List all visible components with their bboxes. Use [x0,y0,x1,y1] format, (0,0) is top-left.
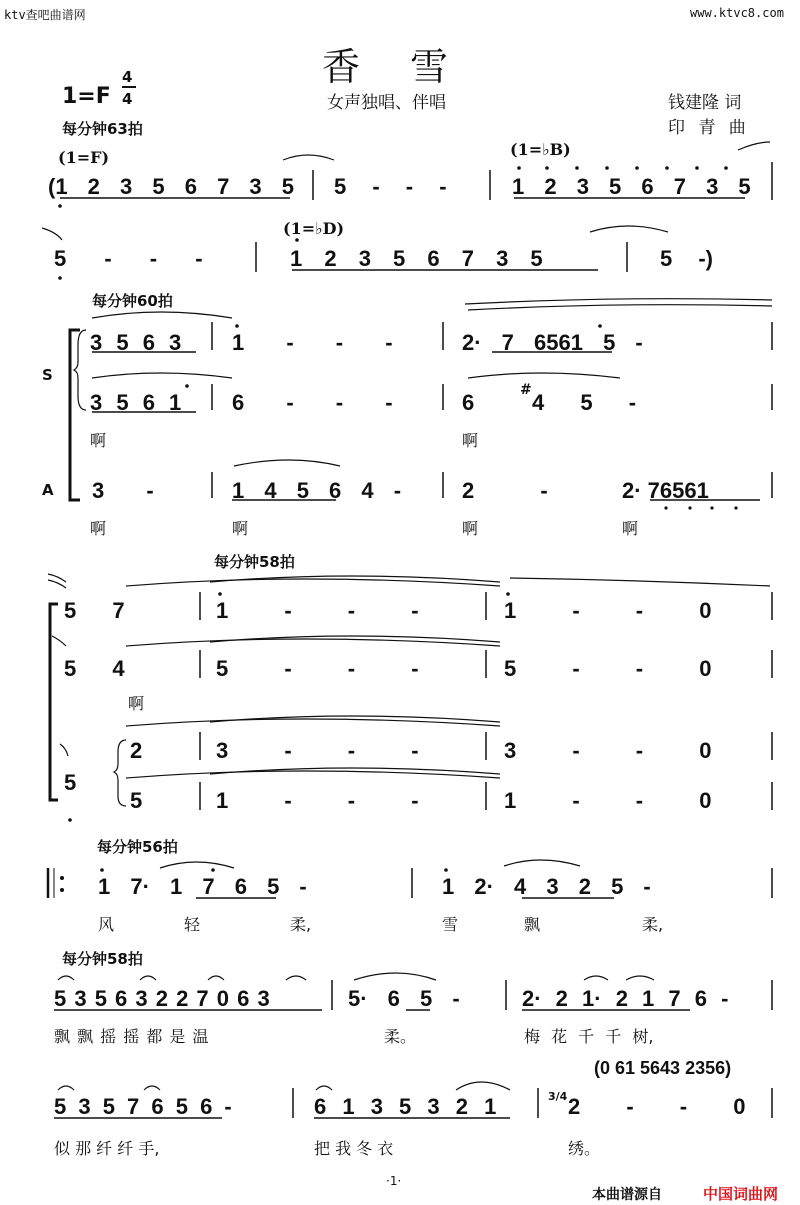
meter-change: 3/4 [548,1090,568,1103]
system6-measure2: 5· 6 5 - [348,986,460,1011]
system4-row3-m3: 3 - - 0 [504,738,712,763]
system6-lyric2: 柔。 [384,1027,417,1046]
system3-alto-m1: 3 - [92,478,154,503]
tempo-mark-56: 每分钟56拍 [97,838,178,856]
system4-row2-m3: 5 - - 0 [504,656,712,681]
system3-lyric-a1: 啊 [90,519,107,538]
system3-lyric-s2: 啊 [462,431,479,450]
system2-measure1: 5 - - - [54,246,203,271]
key-change-dflat: (1=♭D) [283,219,345,238]
system6-lyric1: 飘 飘 摇 摇 都 是 温 [54,1027,209,1046]
system3-lyric-a3: 啊 [462,519,479,538]
system5-lyric2: 轻 [184,915,201,934]
system3-soprano1-m1: 3 5 6 3 [90,330,182,355]
system7-lyric1: 似 那 纤 纤 手, [54,1139,160,1158]
key-change-bflat: (1=♭B) [510,140,571,159]
system4-row1-m2: 1 - - - [216,598,419,623]
system1-measure2: 5 - - - [334,174,447,199]
system3-soprano1-m3: 2· 7 6561 5 - [462,330,643,355]
system5-lyric1: 风 [98,915,115,934]
system7-measure3: 2 - - 0 [568,1094,746,1119]
system4-row4-m3: 1 - - 0 [504,788,712,813]
system5-lyric5: 飘 [524,915,541,934]
system6-measure3: 2· 2 1· 2 1 7 6 - [522,986,729,1011]
part-label-alto: A [42,481,54,499]
system4-row1-m3: 1 - - 0 [504,598,712,623]
system3-alto-m4: 2· 76561 [622,478,709,503]
repeat-sign [48,868,64,898]
system6-lyric3: 梅 花 千 千 树, [524,1027,654,1046]
system7-measure2: 6 1 3 5 3 2 1 [314,1094,497,1119]
tempo-mark-63: 每分钟63拍 [62,120,143,138]
system1-measure3: 1 2 3 5 6 7 3 5 [512,174,751,199]
system7-measure1: 5 3 5 7 6 5 6 - [54,1094,232,1119]
system3-soprano1-m2: 1 - - - [232,330,393,355]
system5-measure2: 1 2· 4 3 2 5 - [442,874,651,899]
system4-row1-m1: 5 7 [64,598,125,623]
system3-lyric-a2: 啊 [232,519,249,538]
system3-lyric-a4: 啊 [622,519,639,538]
system3-soprano2-m3-rest: 4 5 - [532,390,637,415]
source-site-link[interactable]: 中国词曲网 [703,1185,779,1203]
system4-row2-m1: 5 4 [64,656,125,681]
sharp-sign: # [520,382,532,398]
system3-alto-m3: 2 - [462,478,548,503]
slurs [42,142,772,1090]
system4-lone-note: 5 [64,770,77,795]
system4-row2-m2: 5 - - - [216,656,419,681]
source-label: 本曲谱源自 [592,1187,662,1203]
song-title: 香雪 [322,45,499,89]
tempo-mark-58: 每分钟58拍 [214,553,295,571]
octave-dots [58,166,737,872]
tempo-mark-58b: 每分钟58拍 [62,950,143,968]
system3-soprano2-m3: 6 [462,390,475,415]
time-signature-bottom: 4 [122,90,133,108]
system5-lyric4: 雪 [442,915,459,934]
system2-measure2: 1 2 3 5 6 7 3 5 [290,246,543,271]
system2-measure3: 5 -) [660,246,713,271]
beam-lines [54,198,760,1118]
system3-soprano2-m2: 6 - - - [232,390,393,415]
system4-row3-m1: 2 [130,738,143,763]
key-signature: 1=F [62,84,111,109]
part-label-soprano: S [42,366,53,384]
lyricist-credit: 钱建隆 词 [668,93,742,113]
system4-row3-m2: 3 - - - [216,738,419,763]
key-change-f: (1=F) [58,148,110,167]
system4-lyric: 啊 [128,694,145,713]
system3-lyric-s1: 啊 [90,431,107,450]
system3-alto-m2: 1 4 5 6 4 - [232,478,402,503]
page-number: ·1· [386,1174,402,1188]
bar-lines [200,162,772,1118]
system6-measure1: 5 3 5 6 3 2 2 7 0 6 3 [54,986,270,1011]
system5-measure1: 1 7· 1 7 6 5 - [98,874,307,899]
system5-lyric6: 柔, [642,915,664,934]
system5-lyric3: 柔, [290,915,312,934]
watermark-left: ktv查吧曲谱网 [4,8,86,22]
system7-lyric3: 绣。 [568,1139,601,1158]
watermark-right: www.ktvc8.com [690,6,784,20]
part-brackets [50,330,126,806]
composer-credit: 印 青 曲 [668,118,750,138]
system4-row4-m2: 1 - - - [216,788,419,813]
system7-lyric2: 把 我 冬 衣 [314,1139,394,1158]
system1-measure1: (1 2 3 5 6 7 3 5 [48,174,294,199]
accompaniment-figure: (0 61 5643 2356) [594,1058,732,1078]
time-signature-top: 4 [122,68,133,86]
tempo-mark-60: 每分钟60拍 [92,292,173,310]
system3-soprano2-m1: 3 5 6 1 [90,390,182,415]
performance-note: 女声独唱、伴唱 [327,93,446,113]
system4-row4-m1: 5 [130,788,143,813]
